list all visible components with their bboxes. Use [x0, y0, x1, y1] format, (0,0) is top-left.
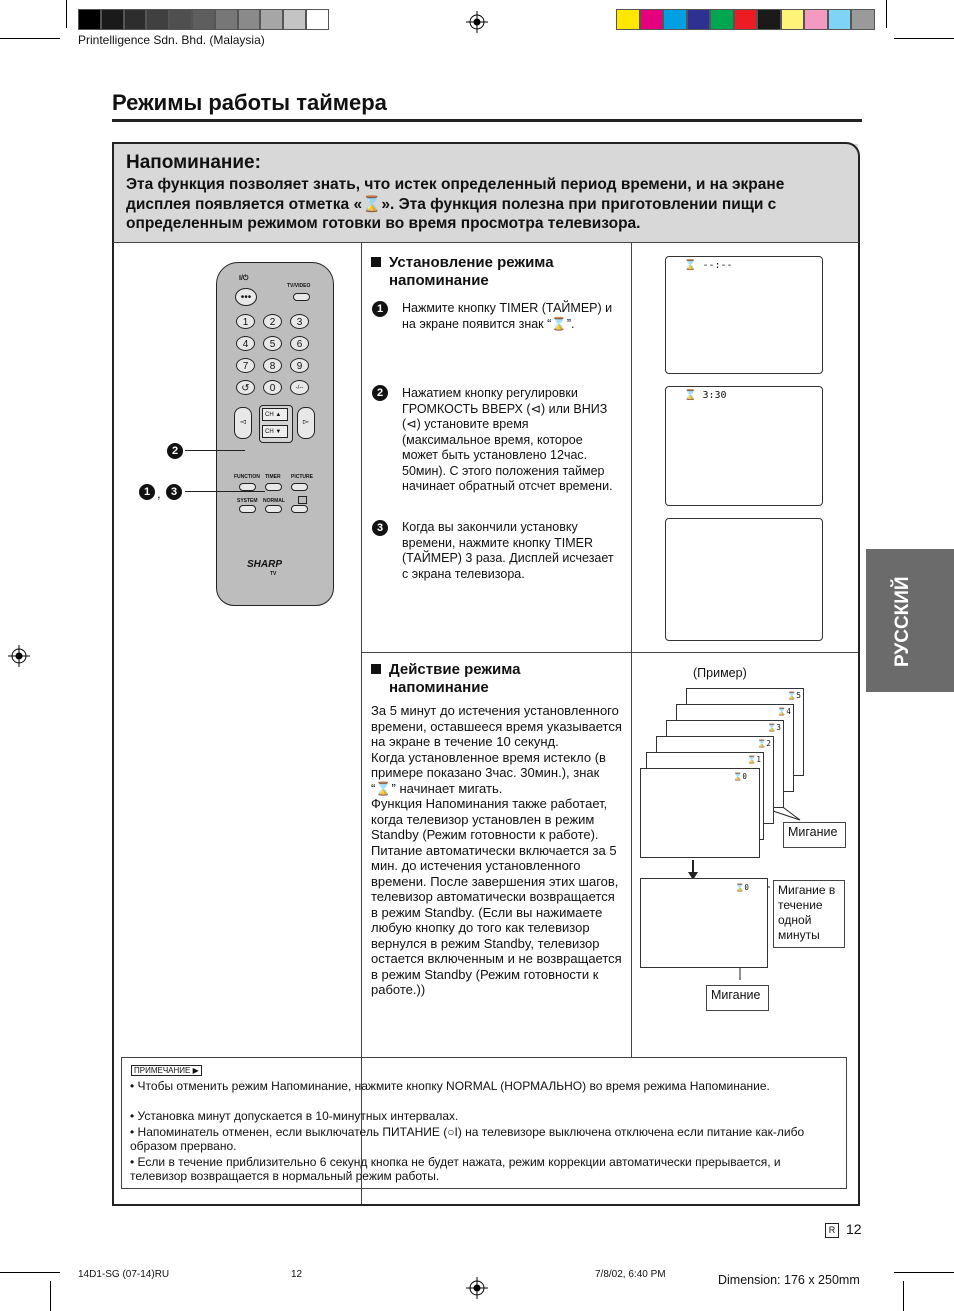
action-title: Действие режима напоминание — [371, 661, 520, 697]
tv-screen-step-3 — [665, 518, 823, 641]
color-swatch — [781, 9, 805, 30]
blink-label: Мигание — [783, 822, 846, 848]
volume-down-button[interactable]: ◅ — [234, 407, 252, 439]
channel-down-button[interactable]: CH ▼ — [262, 425, 288, 438]
key-button[interactable]: -/-- — [290, 380, 309, 395]
print-date: 7/8/02, 6:40 PM — [595, 1269, 666, 1280]
step-1-number: 1 — [372, 301, 388, 317]
action-body: За 5 минут до истечения установленного времени, оставшееся время указывается на экране в течение 10 секунд. Когда установленное время истекло (в примере показано 3час. 30мин.), знак “⌛” начинает мигать. Функция Напоминания также работает, когда телевизор установлен в режим Standby (Режим готовности к работе). Питание автоматически включается за 5 мин. до истечения установленного времени. После завершения этих шагов, телевизор автоматически возвращается в режим Standby. (Если вы нажимаете любую кнопку до того как телевизор вернулся в режим Standby, телевизор остается включенным и не возвращается в режим Standby (Режим готовности к работе.)) — [371, 703, 622, 997]
setup-title: Установление режима напоминание — [371, 254, 554, 290]
countdown-screen: ⌛2 — [656, 736, 774, 824]
color-swatch — [851, 9, 875, 30]
key-button[interactable]: 3 — [290, 314, 309, 329]
blink-minute-label: Мигание в течение одной минуты — [773, 880, 845, 948]
key-button[interactable]: 7 — [236, 358, 255, 373]
color-swatch — [757, 9, 781, 30]
gray-swatch — [306, 9, 329, 30]
callout-step-3: 3 — [166, 484, 182, 500]
blink-label-2: Мигание — [706, 985, 769, 1011]
title-underline — [112, 119, 862, 122]
function-label: FUNCTION — [234, 474, 260, 480]
brand-sub: TV — [270, 571, 277, 577]
system-label: SYSTEM — [237, 498, 258, 504]
key-button[interactable]: 4 — [236, 336, 255, 351]
color-swatch — [710, 9, 734, 30]
countdown-screen: ⌛4 — [676, 704, 794, 792]
key-button[interactable]: 6 — [290, 336, 309, 351]
color-swatch — [616, 9, 640, 30]
timer-button[interactable] — [265, 483, 282, 491]
crop-mark — [894, 1272, 954, 1273]
screen-icon — [298, 496, 307, 504]
section-title: Напоминание: — [126, 152, 261, 173]
gray-swatch — [146, 9, 169, 30]
note-item: • Чтобы отменить режим Напоминание, нажмите кнопку NORMAL (НОРМАЛЬНО) во время режима Напоминание. — [130, 1079, 770, 1093]
sleep-button[interactable] — [291, 505, 308, 513]
callout-line — [185, 450, 245, 451]
intro-text: Эта функция позволяет знать, что истек определенный период времени, и на экране дисплея появляется отметка «⌛». Эта функция полезна при приготовлении пищи с определенным режимом готовки во время просмотра телевизора. — [126, 176, 785, 232]
gray-swatch — [124, 9, 147, 30]
channel-block — [259, 405, 293, 443]
crop-mark — [894, 38, 954, 39]
language-tab: РУССКИЙ — [866, 549, 954, 692]
key-button[interactable]: 2 — [263, 314, 282, 329]
step-1-text: Нажмите кнопку TIMER (ТАЙМЕР) и на экране появится знак “⌛”. — [402, 301, 613, 331]
center-page-number: 12 — [291, 1269, 303, 1280]
step-2-text: Нажатием кнопку регулировки ГРОМКОСТЬ ВВЕРХ (⊲) или ВНИЗ (⊲) установите время (максимальное время, которое может быть установлено 12час. 50мин). С этого положения таймер начинает обратный отсчет времени. — [402, 386, 613, 493]
normal-button[interactable] — [265, 505, 282, 513]
tv-screen-step-1: ⌛ --:-- — [665, 256, 823, 374]
divider — [361, 652, 858, 653]
tvvideo-label: TV/VIDEO — [287, 283, 311, 289]
callout-line — [185, 491, 265, 492]
step-2-number: 2 — [372, 385, 388, 401]
registration-mark-icon — [466, 1277, 488, 1299]
r-mark: R — [825, 1223, 839, 1238]
registration-mark-icon — [8, 645, 30, 667]
callout-step-1: 1 — [139, 484, 155, 500]
gray-swatch — [169, 9, 192, 30]
power-label: I/⏻ — [239, 275, 249, 282]
countdown-screen: ⌛3 — [666, 720, 784, 808]
color-swatch — [828, 9, 852, 30]
printer-name: Printelligence Sdn. Bhd. (Malaysia) — [78, 33, 265, 47]
key-button[interactable]: 8 — [263, 358, 282, 373]
gray-swatch — [192, 9, 215, 30]
color-swatch — [640, 9, 664, 30]
note-item: • Установка минут допускается в 10-минутных интервалах. — [130, 1109, 459, 1123]
channel-up-button[interactable]: CH ▲ — [262, 408, 288, 421]
key-button[interactable]: 1 — [236, 314, 255, 329]
remote-control — [216, 262, 334, 606]
note-box — [121, 1057, 847, 1189]
gray-swatch — [238, 9, 261, 30]
key-button[interactable]: 0 — [263, 380, 282, 395]
note-item: • Напоминатель отменен, если выключатель ПИТАНИЕ (○I) на телевизоре выключена отключена если питание как-либо образом прервано. — [130, 1125, 805, 1153]
color-swatch — [663, 9, 687, 30]
note-item: • Если в течение приблизительно 6 секунд кнопка не будет нажата, режим коррекции автоматически прерывается, и телевизор возвращается в нормальный режим работы. — [130, 1155, 781, 1183]
gray-swatch — [101, 9, 124, 30]
color-swatch — [804, 9, 828, 30]
crop-mark — [50, 1281, 51, 1311]
key-button[interactable]: 5 — [263, 336, 282, 351]
doc-code: 14D1-SG (07-14)RU — [78, 1269, 170, 1280]
example-label: (Пример) — [693, 666, 747, 680]
page-title: Режимы работы таймера — [112, 90, 387, 115]
color-swatch — [734, 9, 758, 30]
timer-label: TIMER — [265, 474, 281, 480]
system-button[interactable] — [239, 505, 256, 513]
gray-swatch — [78, 9, 101, 30]
color-swatch — [687, 9, 711, 30]
crop-mark — [0, 38, 60, 39]
step-3-text: Когда вы закончили установку времени, нажмите кнопку TIMER (ТАЙМЕР) 3 раза. Дисплей исчезает с экрана телевизора. — [402, 520, 614, 581]
tv-screen-step-2: ⌛ 3:30 — [665, 386, 823, 506]
crop-mark — [0, 1272, 60, 1273]
gray-swatch — [283, 9, 306, 30]
key-button[interactable]: ↺ — [236, 380, 255, 395]
note-badge: ПРИМЕЧАНИЕ ▶ — [131, 1065, 202, 1076]
countdown-screen: ⌛5 — [686, 688, 804, 776]
final-screen: ⌛0 — [640, 878, 768, 968]
crop-mark — [886, 0, 887, 28]
step-3-number: 3 — [372, 520, 388, 536]
gray-swatch — [215, 9, 238, 30]
dimension-text: Dimension: 176 x 250mm — [718, 1273, 860, 1287]
picture-label: PICTURE — [291, 474, 313, 480]
gray-swatch — [260, 9, 283, 30]
volume-up-button[interactable]: ▻ — [297, 407, 315, 439]
crop-mark — [66, 0, 67, 28]
function-button[interactable] — [239, 483, 256, 491]
callout-step-2: 2 — [167, 443, 183, 459]
callout-separator: , — [157, 486, 161, 501]
countdown-screen: ⌛0 — [640, 768, 760, 858]
tvvideo-button[interactable] — [293, 293, 310, 301]
registration-mark-icon — [466, 11, 488, 33]
power-button[interactable]: ••• — [235, 288, 257, 306]
normal-label: NORMAL — [263, 498, 285, 504]
countdown-screen: ⌛1 — [646, 752, 764, 840]
page-number: 12 — [846, 1221, 862, 1237]
brand-logo: SHARP — [247, 559, 283, 570]
crop-mark — [903, 1281, 904, 1311]
picture-button[interactable] — [291, 483, 308, 491]
divider — [113, 242, 859, 243]
key-button[interactable]: 9 — [290, 358, 309, 373]
